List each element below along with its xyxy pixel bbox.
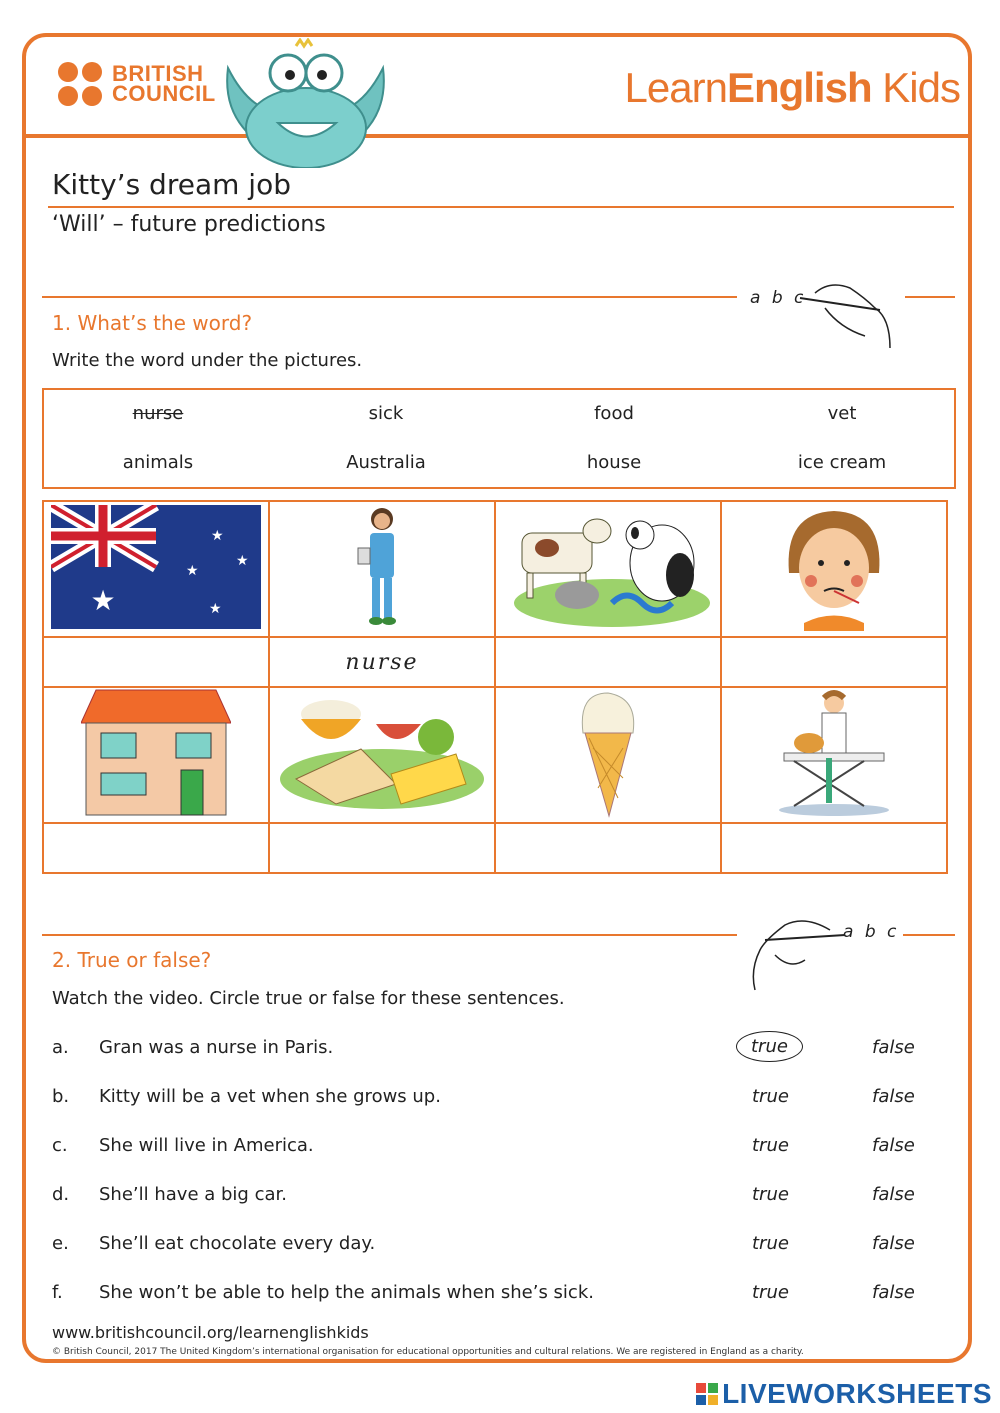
answer-cell[interactable] [495, 637, 721, 687]
footer-url[interactable]: www.britishcouncil.org/learnenglishkids [52, 1323, 369, 1342]
picture-cell [495, 687, 721, 823]
house-icon [81, 688, 231, 818]
tf-false-option[interactable]: false [872, 1184, 915, 1205]
tf-item [52, 1184, 932, 1214]
svg-text:★: ★ [186, 563, 199, 579]
title-divider [48, 206, 954, 208]
picture-cell [721, 501, 947, 637]
word-bank-item: food [594, 403, 634, 424]
tf-item [52, 1282, 932, 1312]
tf-sentence: Kitty will be a vet when she grows up. [99, 1086, 441, 1107]
vet-icon [774, 688, 894, 818]
tf-false-option[interactable]: false [872, 1233, 915, 1254]
tf-item [52, 1086, 932, 1116]
section2-instruction: Watch the video. Circle true or false for these sentences. [52, 988, 565, 1009]
tf-item [52, 1135, 932, 1165]
answer-cell[interactable] [269, 823, 495, 873]
page-subtitle: ‘Will’ – future predictions [52, 212, 326, 237]
svg-text:★: ★ [209, 601, 222, 617]
tf-sentence: She will live in America. [99, 1135, 314, 1156]
section1-divider-end [905, 296, 955, 298]
tf-true-option[interactable]: true [752, 1282, 789, 1303]
tf-true-option-circled[interactable]: true [736, 1031, 803, 1062]
answer-cell[interactable]: nurse [269, 637, 495, 687]
liveworksheets-logo-icon [696, 1383, 718, 1405]
svg-text:★: ★ [90, 584, 116, 617]
word-bank-item: Australia [346, 452, 426, 473]
bc-line2: COUNCIL [112, 81, 216, 106]
tf-false-option[interactable]: false [872, 1282, 915, 1303]
australia-flag-icon [51, 505, 261, 629]
word-bank-item: sick [368, 403, 404, 424]
tf-letter: a. [52, 1037, 69, 1058]
word-bank [42, 388, 956, 489]
tf-sentence: She’ll have a big car. [99, 1184, 287, 1205]
liveworksheets-watermark [696, 1378, 992, 1410]
learnenglish-kids-logo: LearnEnglish Kids [624, 64, 960, 111]
word-bank-item: house [586, 452, 642, 473]
tf-true-option[interactable]: true [752, 1135, 789, 1156]
section1-instruction: Write the word under the pictures. [52, 350, 363, 371]
tf-letter: c. [52, 1135, 68, 1156]
tf-sentence: Gran was a nurse in Paris. [99, 1037, 334, 1058]
picture-cell [43, 687, 269, 823]
tf-sentence: She’ll eat chocolate every day. [99, 1233, 376, 1254]
british-council-dots-icon [58, 62, 102, 106]
tf-item [52, 1233, 932, 1263]
section1-abc: a b c [750, 288, 807, 308]
header-divider [26, 134, 972, 138]
tf-item [52, 1037, 932, 1067]
tf-false-option[interactable]: false [872, 1135, 915, 1156]
tf-true-option[interactable]: true [752, 1184, 789, 1205]
picture-cell [269, 687, 495, 823]
picture-cell [43, 501, 269, 637]
answer-cell[interactable] [721, 823, 947, 873]
sick-girl-icon [769, 503, 899, 631]
nurse-icon [352, 503, 412, 631]
picture-cell [269, 501, 495, 637]
answer-cell[interactable] [495, 823, 721, 873]
monster-mascot-icon [218, 38, 393, 168]
tf-letter: e. [52, 1233, 69, 1254]
tf-letter: b. [52, 1086, 70, 1107]
tf-sentence: She won’t be able to help the animals when she’s sick. [99, 1282, 594, 1303]
word-bank-item: nurse [132, 403, 184, 424]
word-bank-item: ice cream [797, 452, 887, 473]
food-icon [276, 689, 488, 817]
bc-line1: BRITISH [112, 61, 204, 86]
svg-text:★: ★ [211, 528, 224, 544]
section2-abc: a b c [843, 922, 900, 942]
animals-icon [502, 503, 714, 631]
svg-text:★: ★ [236, 553, 249, 569]
picture-cell [495, 501, 721, 637]
section2-divider [42, 934, 737, 936]
tf-true-option[interactable]: true [752, 1233, 789, 1254]
tf-letter: f. [52, 1282, 63, 1303]
british-council-logo [58, 62, 216, 106]
word-bank-item: animals [122, 452, 194, 473]
answer-cell[interactable] [43, 823, 269, 873]
answer-cell[interactable] [721, 637, 947, 687]
section2-divider-end [903, 934, 955, 936]
picture-cell [721, 687, 947, 823]
ice-cream-icon [573, 688, 643, 818]
section1-divider [42, 296, 737, 298]
footer-copyright: © British Council, 2017 The United Kingdom’s international organisation for educational opportunities and cultural relations. We are registered in England as a charity. [52, 1347, 804, 1357]
section2-heading: 2. True or false? [52, 948, 212, 972]
liveworksheets-text: LIVEWORKSHEETS [722, 1378, 992, 1409]
section1-heading: 1. What’s the word? [52, 311, 253, 335]
tf-false-option[interactable]: false [872, 1037, 915, 1058]
word-bank-item: vet [827, 403, 857, 424]
writing-hand-icon [745, 915, 850, 995]
tf-letter: d. [52, 1184, 70, 1205]
tf-true-option[interactable]: true [752, 1086, 789, 1107]
answer-cell[interactable] [43, 637, 269, 687]
tf-false-option[interactable]: false [872, 1086, 915, 1107]
page-title: Kitty’s dream job [52, 168, 291, 201]
picture-grid [42, 500, 948, 874]
writing-hand-icon [795, 278, 900, 358]
